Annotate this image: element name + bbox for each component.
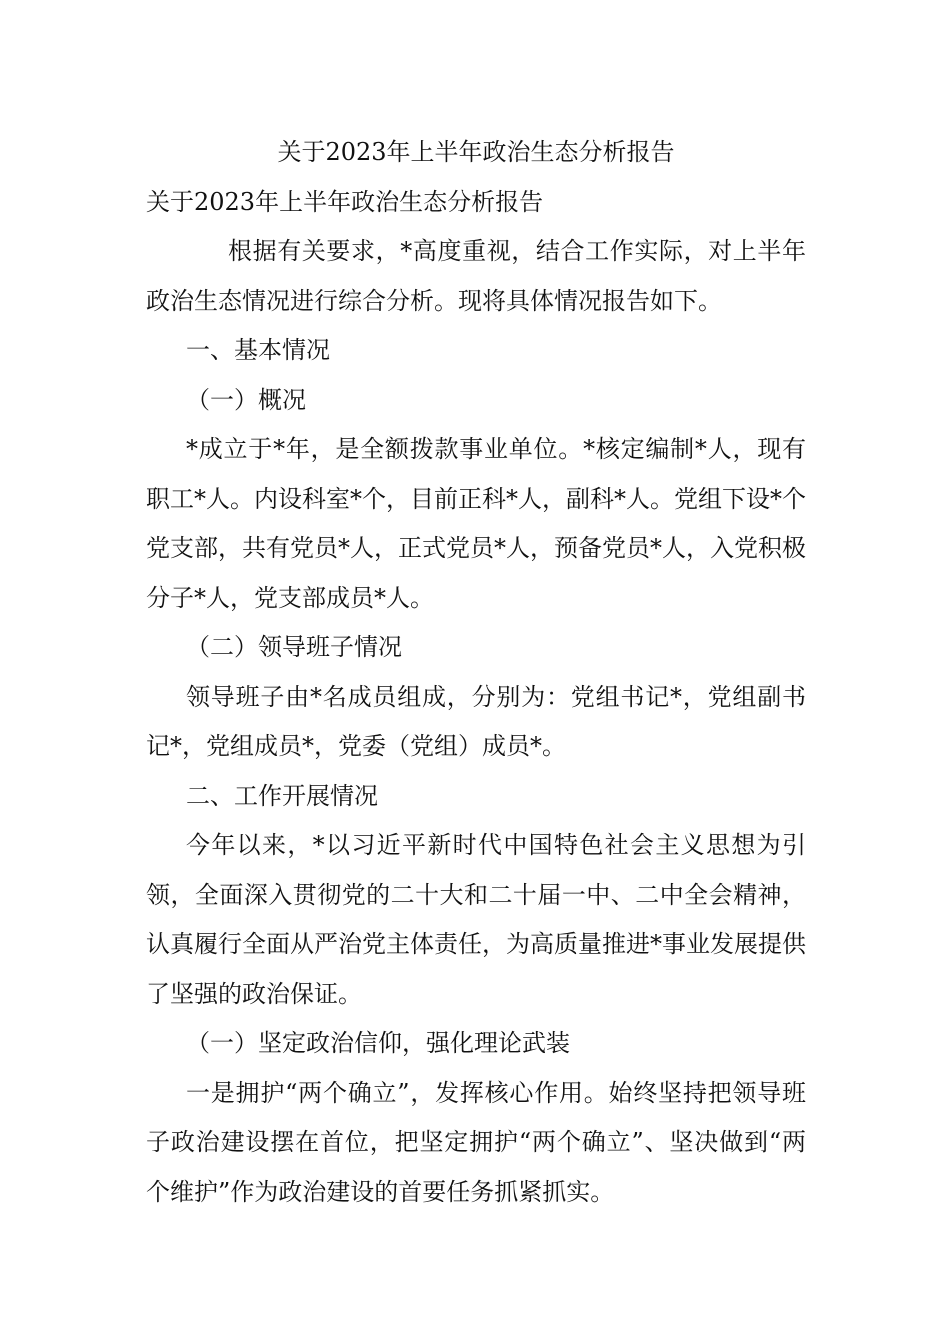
- subsection-heading-leadership: （二）领导班子情况: [186, 633, 402, 661]
- subsection-heading-overview: （一）概况: [186, 385, 306, 414]
- document-title: 关于2023年上半年政治生态分析报告: [277, 138, 675, 166]
- overview-paragraph: *成立于*年，是全额拨款事业单位。*核定编制*人，现有职工*人。内设科室*个，目前正科*人，副科*人。党组下设*个党支部，共有党员*人，正式党员*人，预备党员*人，入党积极分子*人，党支部成员*人。: [146, 435, 806, 612]
- document-body: [146, 128, 806, 1217]
- subsection-heading-belief: （一）坚定政治信仰，强化理论武装: [186, 1029, 570, 1057]
- belief-paragraph: 一是拥护“两个确立”，发挥核心作用。始终坚持把领导班子政治建设摆在首位，把坚定拥护“两个确立”、坚决做到“两个维护”作为政治建设的首要任务抓紧抓实。: [146, 1078, 806, 1206]
- document-subtitle: 关于2023年上半年政治生态分析报告: [146, 187, 544, 216]
- leadership-paragraph: 领导班子由*名成员组成，分别为：党组书记*，党组副书记*，党组成员*，党委（党组）成员*。: [146, 682, 806, 760]
- work-paragraph: 今年以来，*以习近平新时代中国特色社会主义思想为引领，全面深入贯彻党的二十大和二十届一中、二中全会精神，认真履行全面从严治党主体责任，为高质量推进*事业发展提供了坚强的政治保证。: [146, 831, 806, 1008]
- intro-paragraph: 根据有关要求，*高度重视，结合工作实际，对上半年政治生态情况进行综合分析。现将具体情况报告如下。: [146, 237, 806, 315]
- section-heading-basic: 一、基本情况: [186, 336, 330, 364]
- section-heading-work: 二、工作开展情况: [186, 781, 378, 810]
